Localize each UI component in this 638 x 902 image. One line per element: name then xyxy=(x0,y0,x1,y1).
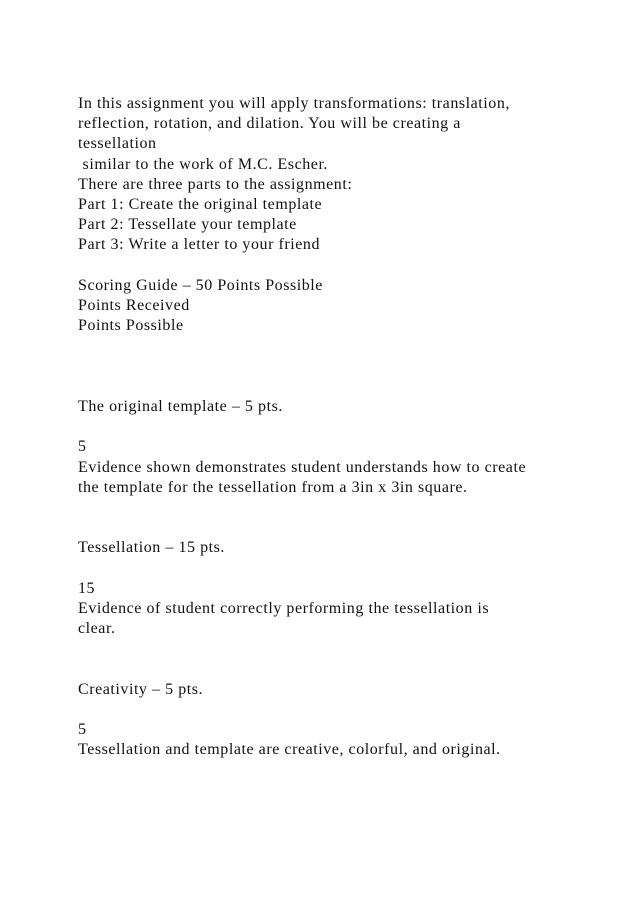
blank-line xyxy=(78,498,618,518)
blank-line xyxy=(78,559,618,579)
document-line: Points Possible xyxy=(78,317,184,335)
document-line: There are three parts to the assignment: xyxy=(78,175,353,193)
blank-line xyxy=(78,417,618,437)
blank-line xyxy=(78,518,618,538)
blank-line xyxy=(78,256,618,276)
document-line: Scoring Guide – 50 Points Possible xyxy=(78,276,323,294)
document-line: the template for the tessellation from a 3in x 3in square. xyxy=(78,478,468,496)
document-line: The original template – 5 pts. xyxy=(78,397,283,415)
document-line: Points Received xyxy=(78,297,190,315)
blank-line xyxy=(78,377,618,397)
document-line: Tessellation – 15 pts. xyxy=(78,539,225,557)
document-line: Part 2: Tessellate your template xyxy=(78,216,297,234)
document-line: Evidence shown demonstrates student understands how to create xyxy=(78,458,527,476)
document-line: reflection, rotation, and dilation. You will be creating a xyxy=(78,115,461,133)
blank-line xyxy=(78,700,618,720)
document-line: 15 xyxy=(78,579,96,597)
blank-line xyxy=(78,336,618,356)
document-line: clear. xyxy=(78,620,116,638)
document-body xyxy=(78,94,618,761)
document-line: Part 3: Write a letter to your friend xyxy=(78,236,321,254)
blank-line xyxy=(78,357,618,377)
blank-line xyxy=(78,660,618,680)
document-line: tessellation xyxy=(78,135,157,153)
document-line: similar to the work of M.C. Escher. xyxy=(78,155,328,173)
document-line: Part 1: Create the original template xyxy=(78,196,323,214)
document-line: In this assignment you will apply transformations: translation, xyxy=(78,95,510,112)
document-line: 5 xyxy=(78,438,87,456)
document-line: Tessellation and template are creative, colorful, and original. xyxy=(78,741,501,759)
document-line: 5 xyxy=(78,721,87,739)
blank-line xyxy=(78,639,618,659)
document-line: Creativity – 5 pts. xyxy=(78,680,204,698)
document-line: Evidence of student correctly performing the tessellation is xyxy=(78,599,490,617)
